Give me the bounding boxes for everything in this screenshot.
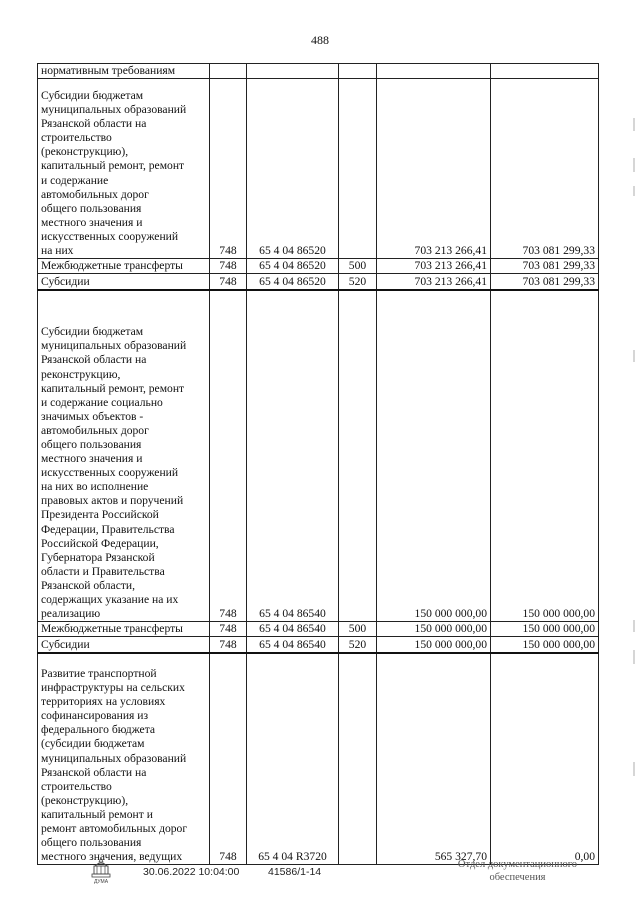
table-row <box>38 653 599 865</box>
table-row <box>38 290 599 622</box>
cell-sum-1: 565 327,70 <box>377 653 491 865</box>
budget-table <box>37 63 599 865</box>
footer-document-code: 41586/1-14 <box>268 866 322 878</box>
cell-target-code: 65 4 04 86540 <box>247 290 339 622</box>
cell-sum-2: 0,00 <box>491 653 599 865</box>
cell-grbs: 748 <box>210 79 247 259</box>
table-row <box>38 259 599 274</box>
cell-sum-2 <box>491 64 599 79</box>
cell-name: нормативным требованиям <box>38 64 210 79</box>
cell-name: Развитие транспортной инфраструктуры на сельских территориях на условиях софинансирования из федерального бюджета (субсидии бюджетам муниципальных образований Рязанской области на строительство (реконструкцию), капитальный ремонт и ремонт автомобильных дорог общего пользования местного значения, ведущих <box>38 653 210 865</box>
table-row <box>38 622 599 637</box>
cell-grbs: 748 <box>210 622 247 637</box>
cell-expense-type <box>339 79 377 259</box>
cell-name: Субсидии бюджетам муниципальных образований Рязанской области на строительство (реконструкцию), капитальный ремонт, ремонт и содержание автомобильных дорог общего пользования местного значения и искусственных сооружений на них <box>38 79 210 259</box>
scan-edge-marks <box>628 0 638 905</box>
cell-target-code: 65 4 04 R3720 <box>247 653 339 865</box>
cell-expense-type: 520 <box>339 637 377 653</box>
cell-grbs: 748 <box>210 259 247 274</box>
table-row <box>38 637 599 653</box>
duma-logo <box>89 856 113 886</box>
page-number: 488 <box>311 33 329 47</box>
cell-sum-2: 150 000 000,00 <box>491 622 599 637</box>
cell-sum-2: 703 081 299,33 <box>491 274 599 290</box>
cell-sum-1: 150 000 000,00 <box>377 622 491 637</box>
cell-target-code: 65 4 04 86540 <box>247 637 339 653</box>
cell-expense-type <box>339 653 377 865</box>
cell-sum-1: 150 000 000,00 <box>377 290 491 622</box>
cell-grbs: 748 <box>210 290 247 622</box>
cell-expense-type <box>339 64 377 79</box>
cell-grbs: 748 <box>210 274 247 290</box>
table-row <box>38 274 599 290</box>
cell-name: Субсидии <box>38 274 210 290</box>
cell-sum-2: 703 081 299,33 <box>491 79 599 259</box>
cell-grbs <box>210 64 247 79</box>
cell-sum-2: 150 000 000,00 <box>491 290 599 622</box>
cell-grbs: 748 <box>210 637 247 653</box>
table-row <box>38 79 599 259</box>
cell-expense-type: 520 <box>339 274 377 290</box>
cell-sum-2: 150 000 000,00 <box>491 637 599 653</box>
cell-expense-type <box>339 290 377 622</box>
table-row <box>38 64 599 79</box>
cell-target-code: 65 4 04 86520 <box>247 79 339 259</box>
cell-expense-type: 500 <box>339 259 377 274</box>
cell-name: Субсидии бюджетам муниципальных образований Рязанской области на реконструкцию, капитальный ремонт, ремонт и содержание социально значимых объектов - автомобильных дорог общего пользования местного значения и искусственных сооружений на них во исполнение правовых актов и поручений Президента Российской Федерации, Правительства Российской Федерации, Губернатора Рязанской области и Правительства Рязанской области, содержащих указание на их реализацию <box>38 290 210 622</box>
duma-logo-caption: ДУМА <box>93 879 109 885</box>
cell-name: Субсидии <box>38 637 210 653</box>
cell-sum-1 <box>377 64 491 79</box>
cell-sum-2: 703 081 299,33 <box>491 259 599 274</box>
cell-sum-1: 703 213 266,41 <box>377 79 491 259</box>
cell-sum-1: 150 000 000,00 <box>377 637 491 653</box>
cell-sum-1: 703 213 266,41 <box>377 259 491 274</box>
cell-target-code <box>247 64 339 79</box>
cell-name: Межбюджетные трансферты <box>38 622 210 637</box>
footer-stamp <box>440 858 595 884</box>
cell-expense-type: 500 <box>339 622 377 637</box>
cell-target-code: 65 4 04 86540 <box>247 622 339 637</box>
cell-sum-1: 703 213 266,41 <box>377 274 491 290</box>
cell-grbs: 748 <box>210 653 247 865</box>
footer-date: 30.06.2022 10:04:00 <box>143 866 240 878</box>
cell-target-code: 65 4 04 86520 <box>247 259 339 274</box>
cell-name: Межбюджетные трансферты <box>38 259 210 274</box>
cell-target-code: 65 4 04 86520 <box>247 274 339 290</box>
footer-stamp-text: Отдел документационного обеспечения <box>457 859 578 883</box>
